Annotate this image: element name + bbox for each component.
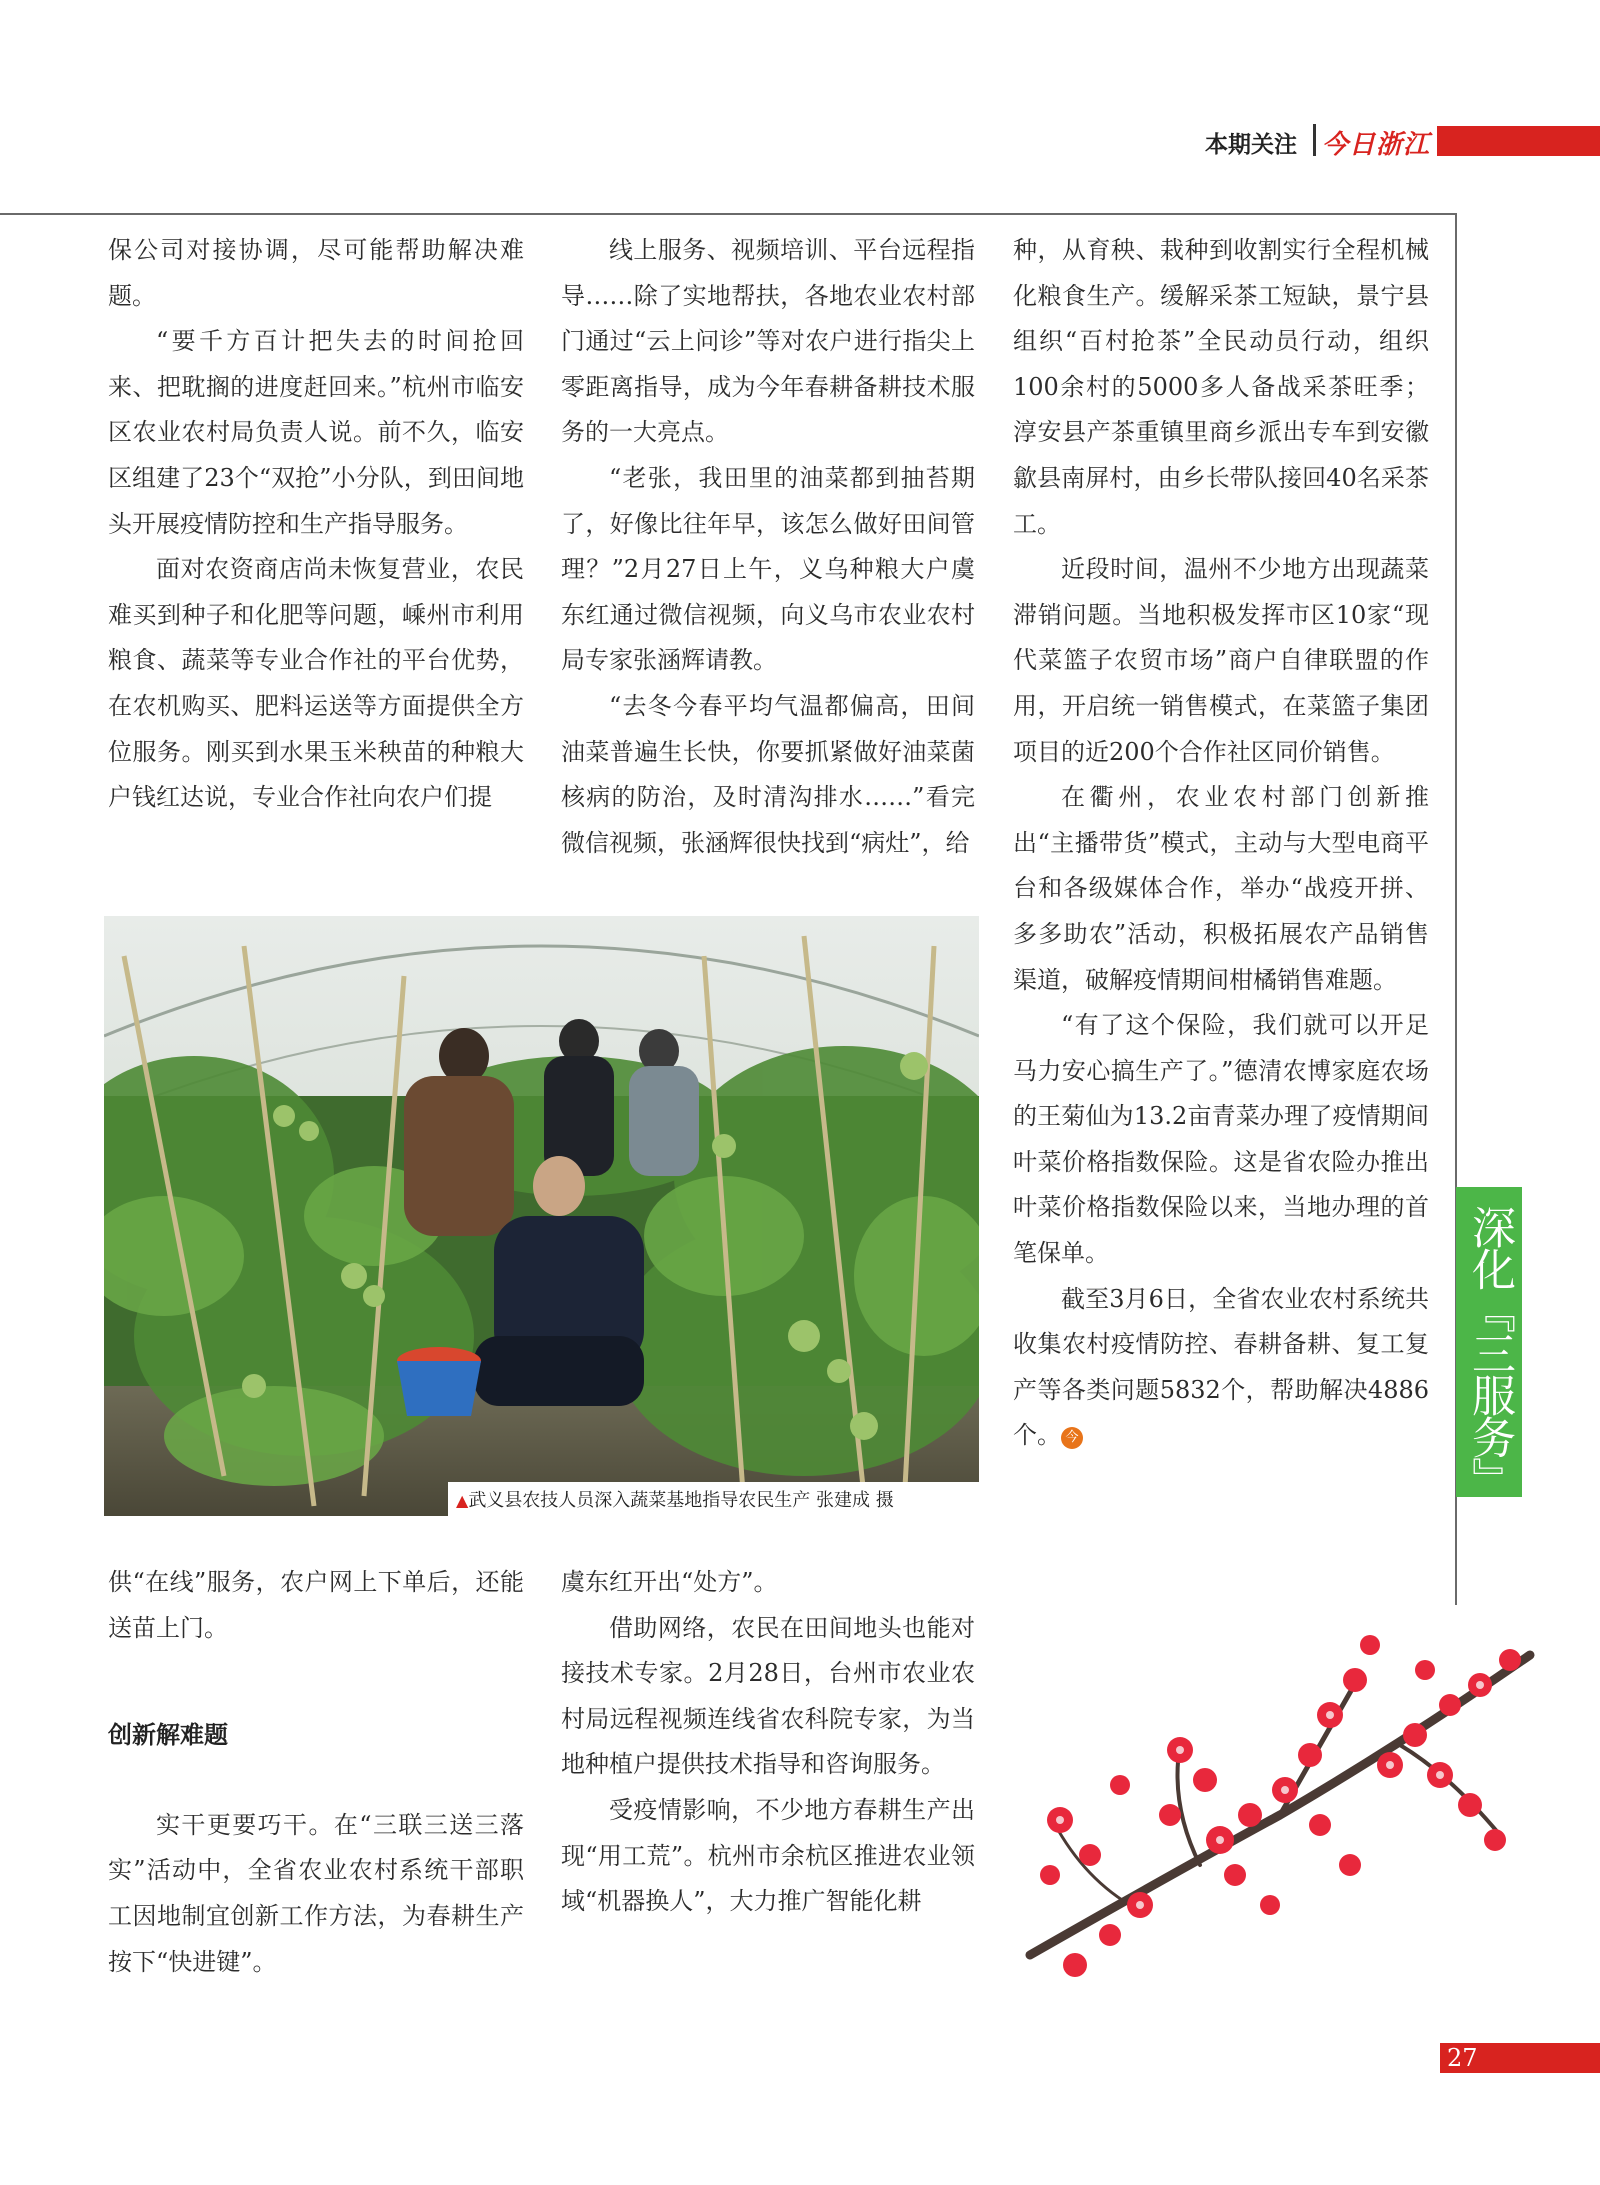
paragraph: “老张，我田里的油菜都到抽苔期了，好像比往年早，该怎么做好田间管理？”2月27日上午，义乌种粮大户虞东红通过微信视频，向义乌市农业农村局专家张涵辉请教。	[561, 463, 975, 675]
greenhouse-photo-illustration	[104, 916, 979, 1516]
paragraph-text: 截至3月6日，全省农业农村系统共收集农村疫情防控、春耕备耕、复工复产等各类问题5832个，帮助解决4886个。	[1013, 1284, 1429, 1450]
side-tab-label: 深化『三服务』	[1464, 1205, 1515, 1499]
column-2-bottom	[561, 1560, 975, 1925]
paragraph: 在衢州，农业农村部门创新推出“主播带货”模式，主动与大型电商平台和各级媒体合作，举办“战疫开拼、多多助农”活动，积极拓展农产品销售渠道，破解疫情期间柑橘销售难题。	[1013, 783, 1429, 994]
article-photo	[104, 916, 979, 1516]
section-label: 本期关注	[1205, 132, 1297, 158]
column-2-top	[561, 228, 975, 866]
end-mark-icon: 今	[1061, 1427, 1083, 1449]
paragraph: “去冬今春平均气温都偏高，田间油菜普遍生长快，你要抓紧做好油菜菌核病的防治，及时清沟排水……”看完微信视频，张涵辉很快找到“病灶”，给	[561, 691, 975, 857]
subheading: 创新解难题	[108, 1721, 228, 1750]
column-1-top	[108, 228, 524, 821]
paragraph: 供“在线”服务，农户网上下单后，还能送苗上门。	[108, 1568, 524, 1642]
frame-top-rule	[0, 213, 1456, 215]
paragraph: 借助网络，农民在田间地头也能对接技术专家。2月28日，台州市农业农村局远程视频连线省农科院专家，为当地种植户提供技术指导和咨询服务。	[561, 1613, 975, 1779]
paragraph: 实干更要巧干。在“三联三送三落实”活动中，全省农业农村系统干部职工因地制宜创新工作方法，为春耕生产按下“快进键”。	[108, 1810, 524, 1976]
magazine-logo: 今日浙江	[1322, 130, 1431, 160]
caption-triangle-icon: ▲	[456, 1491, 469, 1510]
page-number: 27	[1447, 2044, 1478, 2072]
paragraph: “要千方百计把失去的时间抢回来、把耽搁的进度赶回来。”杭州市临安区农业农村局负责人说。前不久，临安区组建了23个“双抢”小分队，到田间地头开展疫情防控和生产指导服务。	[108, 327, 524, 538]
plum-blossom-illustration	[1020, 1575, 1540, 1995]
paragraph: 受疫情影响，不少地方春耕生产出现“用工荒”。杭州市余杭区推进农业领域“机器换人”，大力推广智能化耕	[561, 1795, 975, 1916]
paragraph: 近段时间，温州不少地方出现蔬菜滞销问题。当地积极发挥市区10家“现代菜篮子农贸市场”商户自律联盟的作用，开启统一销售模式，在菜篮子集团项目的近200个合作社区同价销售。	[1013, 555, 1429, 766]
photo-caption	[456, 1486, 894, 1512]
header-red-bar	[1437, 126, 1600, 156]
paragraph: 线上服务、视频培训、平台远程指导……除了实地帮扶，各地农业农村部门通过“云上问诊”等对农户进行指尖上零距离指导，成为今年春耕备耕技术服务的一大亮点。	[561, 236, 975, 447]
header-divider	[1313, 124, 1316, 156]
paragraph: “有了这个保险，我们就可以开足马力安心搞生产了。”德清农博家庭农场的王菊仙为13.2亩青菜办理了疫情期间叶菜价格指数保险。这是省农险办推出叶菜价格指数保险以来，当地办理的首笔保单。	[1013, 1011, 1429, 1268]
paragraph: 面对农资商店尚未恢复营业，农民难买到种子和化肥等问题，嵊州市利用粮食、蔬菜等专业合作社的平台优势，在农机购买、肥料运送等方面提供全方位服务。刚买到水果玉米秧苗的种粮大户钱红达说，专业合作社向农户们提	[108, 555, 524, 812]
paragraph: 虞东红开出“处方”。	[561, 1568, 778, 1596]
caption-text: 武义县农技人员深入蔬菜基地指导农民生产 张建成 摄	[468, 1490, 894, 1511]
column-1-bottom	[108, 1560, 524, 1985]
paragraph	[1013, 1277, 1429, 1459]
column-3	[1013, 228, 1429, 1459]
paragraph: 种，从育秧、栽种到收割实行全程机械化粮食生产。缓解采茶工短缺，景宁县组织“百村抢茶”全民动员行动，组织100余村的5000多人备战采茶旺季；淳安县产茶重镇里商乡派出专车到安徽歙县南屏村，由乡长带队接回40名采茶工。	[1013, 236, 1429, 538]
paragraph: 保公司对接协调，尽可能帮助解决难题。	[108, 236, 524, 310]
